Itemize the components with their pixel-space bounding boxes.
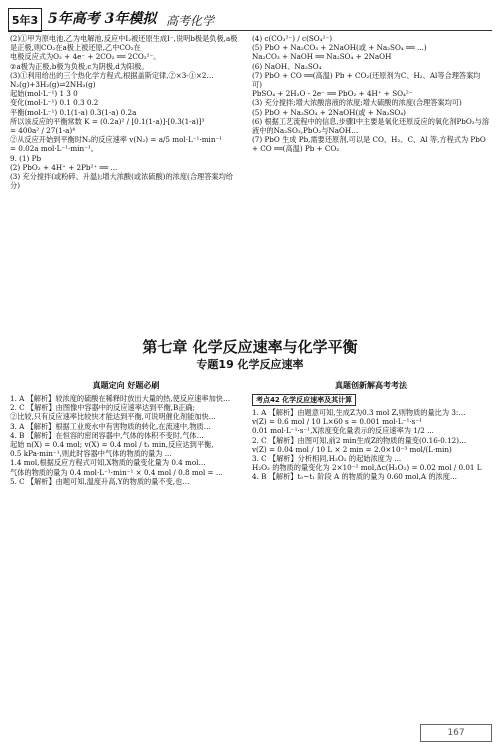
header-rule [8,30,492,31]
text-line: ②a极为正极,b极为负极,c为阴极,d为阳极。 [10,61,149,71]
brand-logo: 5年3 [8,8,42,32]
text-line: 0.01 mol·L⁻¹·s⁻¹,X浓度变化量表示的反应速率为 1/2 ... [252,426,434,436]
text-line: Na₂CO₃ + NaOH ══ Na₂SO₄ + 2NaOH [252,52,392,62]
text-line: 9. (1) Pb [10,153,42,163]
text-line: 2. C 【解析】由图像中容器中的反应速率达到平衡,B正确; [10,403,196,413]
text-line: = 400a² / 27(1-a)⁴ [10,126,76,136]
section-title: 真题创新解高考考法 [335,381,407,390]
text-line: 气体的物质的量为 0.4 mol·L⁻¹·min⁻¹ × 0.4 mol / 0.8 mol = ... [10,467,223,477]
text-line: 所以该反应的平衡常数 K = (0.2a)² / [0.1(1-a)]·[0.3(1-a)]³ [10,116,205,126]
text-line: 3. A 【解析】根据工业废水中有害物质的转化,在流速中,物质… [10,421,211,431]
text-line: 5. C 【解析】由题可知,温度升高,Y的物质的量不变,也… [10,476,190,486]
left-bottom-column [10,380,242,486]
text-line: 1. A 【解析】由题意可知,生成Z为0.3 mol Z,则物质的量比为 3:… [252,408,466,417]
text-line: N₂(g)+3H₂(g)⇌2NH₃(g) [10,80,96,90]
text-line: 0.5 kPa·min⁻¹,则此时容器中气体的物质的量为 ... [10,449,172,459]
text-line: 4. B 【解析】在恒容的密闭容器中,气体的体积不变时,气体… [10,430,204,440]
chapter-title: 第七章 化学反应速率与化学平衡 [142,338,358,356]
page-header [8,6,492,36]
text-line: (3) 充分搅拌(或粉碎、升温);增大浓酸(或浓硫酸)的浓度(合理答案均给分) [10,172,233,191]
text-line: (7) PbO 生成 Pb,需要还原剂,可以是 CO、H₂、C、Al 等,方程式为 PbO + CO ══(高温) Pb + CO₂ [252,135,486,154]
subject-title: 高考化学 [166,14,215,28]
text-line: 1.4 mol,根据反应方程式可知,X物质的量变化量为 0.4 mol… [10,458,206,468]
right-bottom-column [252,380,490,482]
text-line: 变化(mol·L⁻¹) 0.1 0.3 0.2 [10,98,99,108]
text-line: (6) 根据工艺流程中的信息,步骤Ⅰ中主要是氧化还原反应的氧化剂PbO₂与溶液中的Na₂SO₃,PbO₂与NaOH… [252,116,490,136]
text-line: v(Z) = 0.04 mol / 10 L × 2 min = 2.0×10⁻³ mol/(L·min) [252,444,452,454]
text-line: ②从反应开始到平衡时N₂的反应速率 v(N₂) = a/5 mol·L⁻¹·min⁻¹ [10,135,223,145]
page-number: 167 [420,724,492,742]
text-line: (3)①利用给出的三个热化学方程式,根据盖斯定律,②×3-①×2… [10,70,214,80]
text-line: (5) PbO + Na₂CO₃ + 2NaOH(或 + Na₂SO₄ ══ ...) [252,43,427,53]
text-line: 2. C 【解析】由图可知,前2 min生成Z的物质的量变(0.16-0.12)… [252,435,467,445]
left-top-column [10,34,242,190]
text-line: 起始 n(X) = 0.4 mol; v(X) = 0.4 mol / t₁ min,反应达到平衡, [10,440,214,450]
text-line: H₂O₂ 的物质的量变化为 2×10⁻² mol,Δc(H₂O₂) = 0.02 mol / 0.01 L [252,463,482,473]
text-line: (3) 充分搅拌;增大浓酸溶液的浓度;增大硫酸的浓度(合理答案均可) [252,98,462,108]
text-line: (5) PbO + Na₂SO₄ + 2NaOH(或 + Na₂SO₄) [252,107,406,117]
section-title: 真题定向 好题必刷 [92,381,160,390]
kaodian-badge: 考点42 化学反应速率及其计算 [252,394,356,406]
text-line: 起始(mol·L⁻¹) 1 3 0 [10,89,78,99]
text-line: 4. B 【解析】t₀~t₁ 阶段 A 的物质的量为 0.60 mol,A 的浓度… [252,472,458,482]
right-top-column [252,34,490,154]
text-line: 3. C 【解析】分析相同,H₂O₂ 的起始浓度为 ... [252,454,402,464]
text-line: 电极反应式为O₂ + 4e⁻ + 2CO₂ ══ 2CO₃²⁻。 [10,52,161,62]
text-line: (2) PbO₂ + 4H⁺ + 2Pb²⁺ ══ ... [10,162,118,172]
topic-title: 专题19 化学反应速率 [196,358,304,371]
text-line: (6) NaOH、Na₂SO₄ [252,61,322,71]
text-line: = 0.02a mol·L⁻¹·min⁻¹。 [10,144,98,154]
brand-title: 5年高考 3年模拟 [48,11,157,27]
text-line: (2)①甲为原电池,乙为电解池,反应中I₂被还原生成I⁻,说明b极是负极,a极是正极,则CO₂在a极上被还原,乙中CO₂在 [10,34,238,53]
text-line: PbSO₄ + 2H₂O - 2e⁻ ══ PbO₂ + 4H⁺ + SO₄²⁻ [252,89,413,99]
text-line: (4) c(CO₃²⁻) / c(SO₄²⁻) [252,34,333,43]
text-line: ②比较,只有反应速率比较快才能达到平衡,可说明催化剂能加快… [10,412,216,422]
text-line: (7) PbO + CO ══(高温) Pb + CO₂(还原剂为C、H₂、Al等合理答案均可) [252,70,481,90]
text-line: 平衡(mol·L⁻¹) 0.1(1-a) 0.3(1-a) 0.2a [10,107,137,117]
text-line: v(Z) = 0.6 mol / 10 L×60 s = 0.001 mol·L⁻¹·s⁻¹ [252,417,423,427]
text-line: 1. A 【解析】较浓度的硫酸在稀释时放出大量的热,使反应速率加快… [10,394,231,403]
